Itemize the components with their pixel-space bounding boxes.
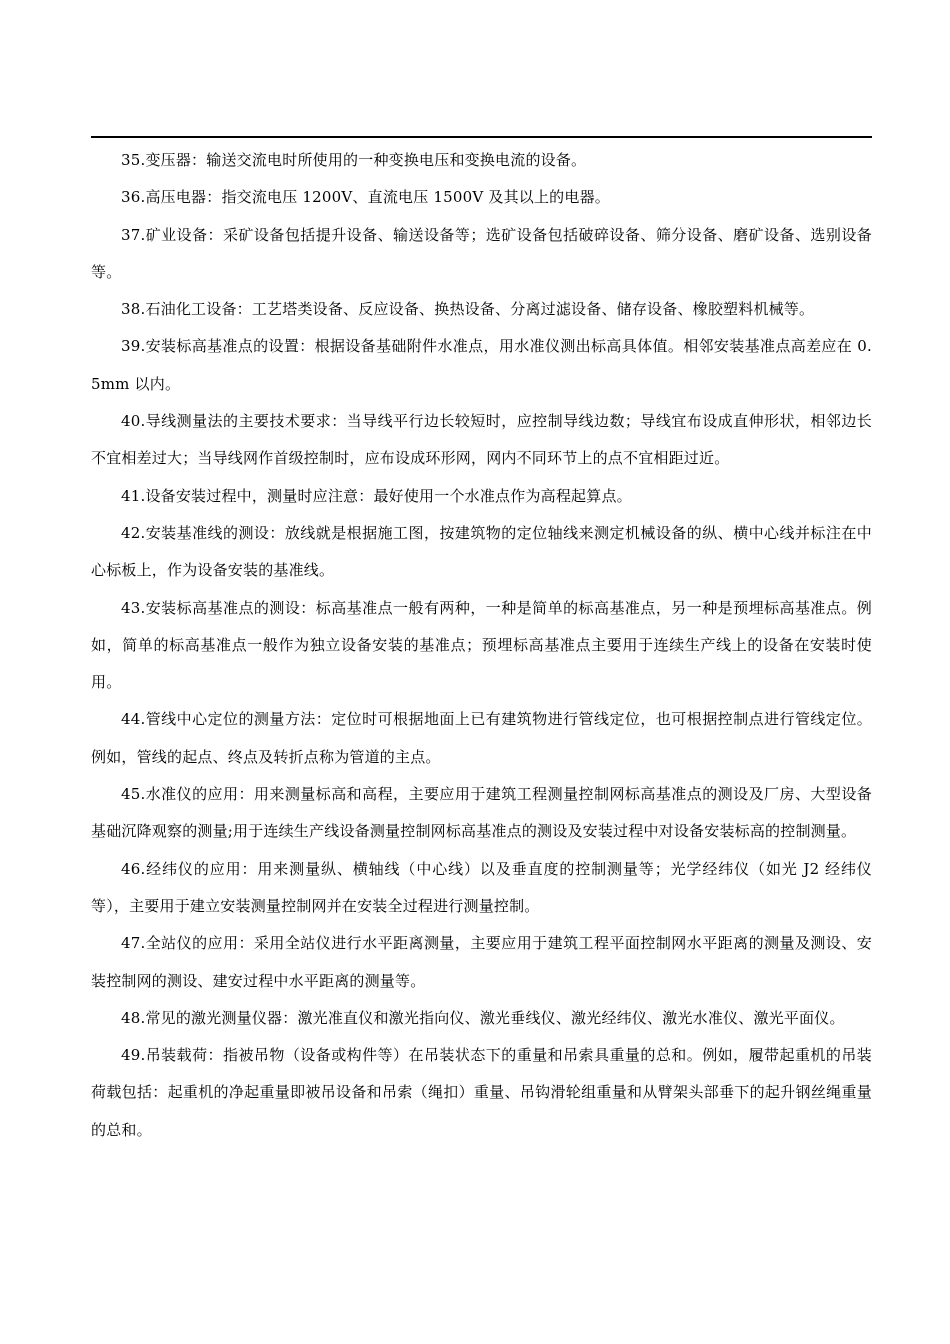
paragraph-49: 49.吊装载荷：指被吊物（设备或构件等）在吊装状态下的重量和吊索具重量的总和。例如，履带起重机的吊装荷载包括：起重机的净起重量即被吊设备和吊索（绳扣）重量、吊钩滑轮组重量和从臂架头部垂下的起升钢丝绳重量的总和。 bbox=[91, 1046, 872, 1139]
header-rule bbox=[91, 136, 872, 138]
paragraph-40: 40.导线测量法的主要技术要求：当导线平行边长较短时，应控制导线边数；导线宜布设成直伸形状，相邻边长不宜相差过大；当导线网作首级控制时，应布设成环形网，网内不同环节上的点不宜相距过近。 bbox=[91, 412, 872, 468]
paragraph-44: 44.管线中心定位的测量方法：定位时可根据地面上已有建筑物进行管线定位，也可根据控制点进行管线定位。例如，管线的起点、终点及转折点称为管道的主点。 bbox=[91, 710, 872, 766]
paragraph-43: 43.安装标高基准点的测设：标高基准点一般有两种，一种是简单的标高基准点，另一种是预埋标高基准点。例如，简单的标高基准点一般作为独立设备安装的基准点；预埋标高基准点主要用于连续生产线上的设备在安装时使用。 bbox=[91, 598, 872, 692]
paragraph-36: 36.高压电器：指交流电压 1200V、直流电压 1500V 及其以上的电器。 bbox=[121, 188, 610, 207]
paragraph-48: 48.常见的激光测量仪器：激光准直仪和激光指向仪、激光垂线仪、激光经纬仪、激光水准仪、激光平面仪。 bbox=[121, 1008, 845, 1027]
paragraph-35: 35.变压器：输送交流电时所使用的一种变换电压和变换电流的设备。 bbox=[121, 151, 587, 169]
paragraph-42: 42.安装基准线的测设：放线就是根据施工图，按建筑物的定位轴线来测定机械设备的纵、横中心线并标注在中心标板上，作为设备安装的基准线。 bbox=[91, 523, 872, 580]
paragraph-47: 47.全站仪的应用：采用全站仪进行水平距离测量，主要应用于建筑工程平面控制网水平距离的测量及测设、安装控制网的测设、建安过程中水平距离的测量等。 bbox=[91, 934, 872, 990]
paragraph-38: 38.石油化工设备：工艺塔类设备、反应设备、换热设备、分离过滤设备、储存设备、橡胶塑料机械等。 bbox=[121, 300, 815, 319]
paragraph-46: 46.经纬仪的应用：用来测量纵、横轴线（中心线）以及垂直度的控制测量等；光学经纬仪（如光 J2 经纬仪等），主要用于建立安装测量控制网并在安装全过程进行测量控制。 bbox=[91, 859, 872, 915]
paragraph-45: 45.水准仪的应用：用来测量标高和高程，主要应用于建筑工程测量控制网标高基准点的测设及厂房、大型设备基础沉降观察的测量;用于连续生产线设备测量控制网标高基准点的测设及安装过程中对设备安装标高的控制测量。 bbox=[91, 785, 872, 841]
paragraph-41: 41.设备安装过程中，测量时应注意：最好使用一个水准点作为高程起算点。 bbox=[121, 486, 632, 505]
paragraph-39: 39.安装标高基准点的设置：根据设备基础附件水准点，用水准仪测出标高具体值。相邻安装基准点高差应在 0.5mm 以内。 bbox=[91, 337, 872, 393]
document-body bbox=[91, 142, 872, 1149]
paragraph-37: 37.矿业设备：采矿设备包括提升设备、输送设备等；选矿设备包括破碎设备、筛分设备、磨矿设备、选别设备等。 bbox=[91, 225, 872, 281]
